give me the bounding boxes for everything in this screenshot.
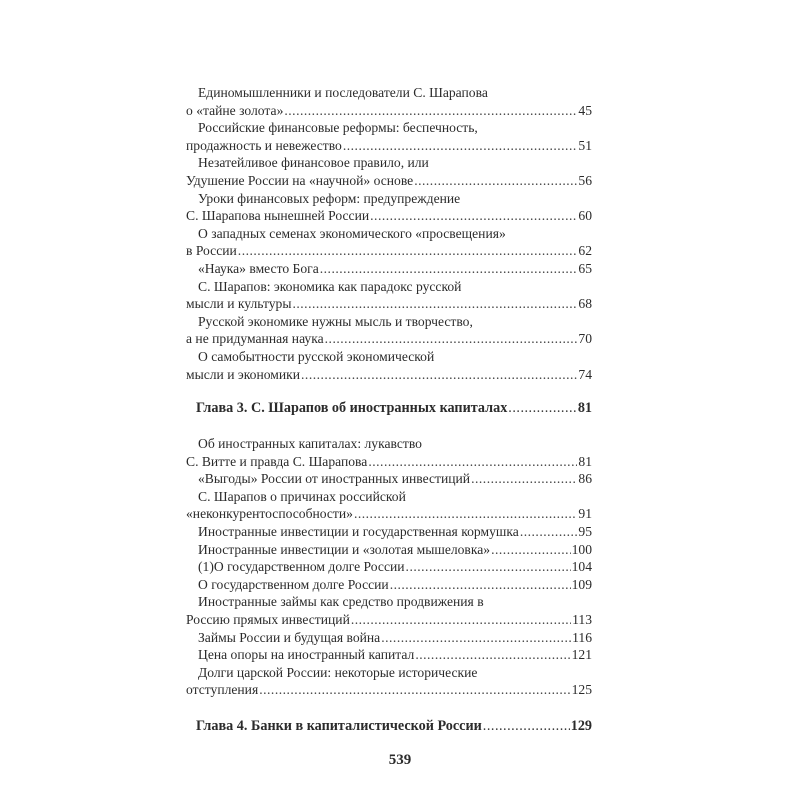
entry-last-line — [186, 260, 592, 278]
leader-dots — [259, 681, 570, 699]
leader-dots — [414, 172, 577, 190]
toc-entry[interactable] — [186, 488, 592, 523]
toc-entry[interactable] — [186, 558, 592, 576]
leader-dots — [471, 470, 577, 488]
entry-title: С. Витте и правда С. Шарапова — [186, 453, 368, 469]
entry-title-line: Уроки финансовых реформ: предупреждение — [198, 190, 461, 206]
chapter-page: 81 — [577, 400, 592, 417]
leader-dots — [381, 629, 571, 647]
entry-last-line — [186, 470, 592, 488]
leader-dots — [508, 399, 577, 417]
chapter-page: 129 — [570, 718, 592, 734]
entry-title-line: Об иностранных капиталах: лукавство — [198, 436, 422, 452]
toc-entry[interactable] — [186, 435, 592, 470]
entry-last-line — [186, 505, 592, 523]
entry-last-line — [186, 207, 592, 225]
leader-dots — [238, 242, 578, 260]
entry-title: «Выгоды» России от иностранных инвестиций — [198, 471, 471, 487]
entry-page: 121 — [571, 647, 592, 663]
leader-dots — [351, 611, 571, 629]
entry-page: 65 — [578, 260, 592, 276]
entry-page: 74 — [578, 366, 592, 382]
toc-entry[interactable] — [186, 629, 592, 647]
leader-dots — [390, 576, 571, 594]
entry-title: мысли и культуры — [186, 296, 292, 312]
entry-title-line: С. Шарапов: экономика как парадокс русской — [198, 278, 462, 294]
entry-page: 113 — [572, 612, 592, 628]
entry-last-line — [186, 453, 592, 471]
entry-page: 109 — [571, 576, 592, 592]
entry-last-line — [186, 330, 592, 348]
toc-entry[interactable] — [186, 190, 592, 225]
entry-last-line — [186, 611, 592, 629]
page-number: 539 — [388, 752, 412, 768]
toc-entry[interactable] — [186, 470, 592, 488]
entry-last-line — [186, 102, 592, 120]
entry-page: 60 — [578, 208, 592, 224]
chapter-title: Глава 3. С. Шарапов об иностранных капиталах — [196, 400, 508, 417]
toc-entry[interactable] — [186, 154, 592, 189]
entry-page: 100 — [571, 541, 592, 557]
leader-dots — [520, 523, 578, 541]
entry-title-line: С. Шарапов о причинах российской — [198, 488, 406, 504]
toc-entry[interactable] — [186, 84, 592, 119]
toc-entry[interactable] — [186, 541, 592, 559]
entry-last-line — [186, 366, 592, 384]
entry-title: Займы России и будущая война — [198, 629, 381, 645]
entry-last-line — [186, 523, 592, 541]
entry-last-line — [186, 646, 592, 664]
table-of-contents — [186, 84, 592, 753]
entry-page: 125 — [571, 682, 592, 698]
toc-entry[interactable] — [186, 576, 592, 594]
entry-page: 95 — [578, 524, 592, 540]
entry-page: 70 — [578, 331, 592, 347]
leader-dots — [406, 558, 571, 576]
entry-last-line — [186, 629, 592, 647]
entry-title: (1)О государственном долге России — [198, 559, 405, 575]
leader-dots — [368, 453, 577, 471]
entry-last-line — [186, 137, 592, 155]
entry-title: в России — [186, 243, 237, 259]
entry-page: 91 — [578, 506, 592, 522]
toc-section-chapter-2 — [186, 84, 592, 383]
entry-last-line — [186, 242, 592, 260]
entry-page: 68 — [578, 296, 592, 312]
entry-title: Иностранные инвестиции и государственная кормушка — [198, 524, 519, 540]
leader-dots — [284, 102, 577, 120]
leader-dots — [320, 260, 578, 278]
toc-entry[interactable] — [186, 523, 592, 541]
entry-title: Удушение России на «научной» основе — [186, 172, 414, 188]
entry-title: Цена опоры на иностранный капитал — [198, 647, 415, 663]
toc-entry[interactable] — [186, 278, 592, 313]
entry-last-line — [186, 541, 592, 559]
toc-entry[interactable] — [186, 348, 592, 383]
toc-entry[interactable] — [186, 646, 592, 664]
entry-last-line — [186, 576, 592, 594]
toc-entry[interactable] — [186, 225, 592, 260]
leader-dots — [325, 330, 578, 348]
entry-title: продажность и невежество — [186, 137, 342, 153]
entry-title-line: Российские финансовые реформы: беспечность, — [198, 120, 478, 136]
entry-title-line: О западных семенах экономического «просвещения» — [198, 225, 506, 241]
entry-last-line — [186, 558, 592, 576]
entry-title: отступления — [186, 682, 259, 698]
entry-title-line: О самобытности русской экономической — [198, 348, 435, 364]
entry-title: Иностранные инвестиции и «золотая мышеловка» — [198, 541, 491, 557]
entry-page: 104 — [571, 559, 592, 575]
entry-title: мысли и экономики — [186, 366, 301, 382]
entry-title: «Наука» вместо Бога — [198, 260, 319, 276]
entry-last-line — [186, 172, 592, 190]
toc-chapter-3[interactable] — [196, 399, 592, 417]
entry-page: 45 — [578, 102, 592, 118]
entry-title-line: Русской экономике нужны мысль и творчество, — [198, 313, 473, 329]
toc-entry[interactable] — [186, 313, 592, 348]
entry-title: о «тайне золота» — [186, 102, 284, 118]
entry-title-line: Долги царской России: некоторые исторические — [198, 664, 478, 680]
toc-chapter-4[interactable] — [196, 717, 592, 735]
entry-page: 62 — [578, 243, 592, 259]
entry-title-line: Незатейливое финансовое правило, или — [198, 155, 429, 171]
entry-page: 51 — [578, 137, 592, 153]
entry-page: 56 — [578, 172, 592, 188]
entry-last-line — [186, 295, 592, 313]
entry-page: 86 — [578, 471, 592, 487]
toc-section-chapter-3 — [186, 435, 592, 699]
leader-dots — [292, 295, 577, 313]
entry-page: 116 — [572, 629, 592, 645]
entry-title: С. Шарапова нынешней России — [186, 208, 370, 224]
entry-title: «неконкурентоспособности» — [186, 506, 353, 522]
entry-page: 81 — [578, 453, 592, 469]
toc-entry[interactable] — [186, 119, 592, 154]
entry-title: О государственном долге России — [198, 576, 389, 592]
toc-entry[interactable] — [186, 593, 592, 628]
toc-entry[interactable] — [186, 664, 592, 699]
toc-entry[interactable] — [186, 260, 592, 278]
leader-dots — [415, 646, 570, 664]
leader-dots — [301, 366, 577, 384]
entry-last-line — [186, 681, 592, 699]
entry-title: Россию прямых инвестиций — [186, 612, 350, 628]
leader-dots — [343, 137, 578, 155]
leader-dots — [370, 207, 577, 225]
leader-dots — [483, 717, 570, 735]
entry-title-line: Единомышленники и последователи С. Шарапова — [198, 85, 488, 100]
chapter-title: Глава 4. Банки в капиталистической России — [196, 718, 482, 734]
entry-title: а не придуманная наука — [186, 331, 324, 347]
entry-title-line: Иностранные займы как средство продвижения в — [198, 594, 484, 610]
leader-dots — [354, 505, 577, 523]
leader-dots — [491, 541, 571, 559]
